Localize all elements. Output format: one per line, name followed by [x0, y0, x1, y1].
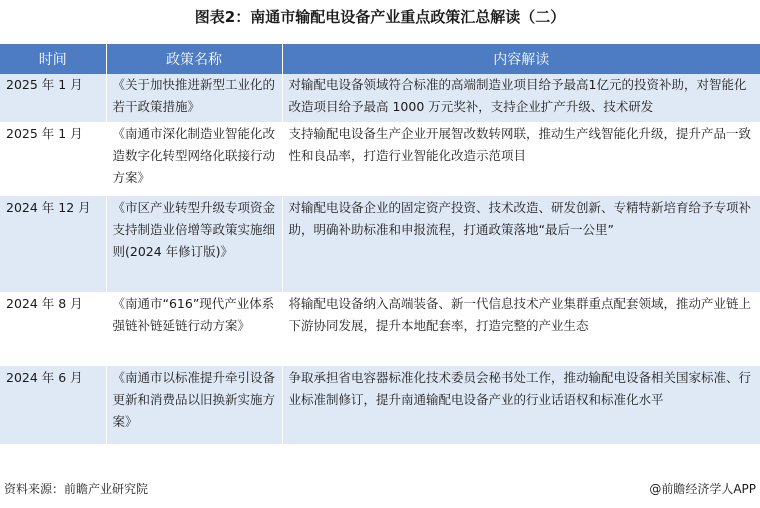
row-policy-name: 《关于加快推进新型工业化的若干政策措施》 — [106, 74, 282, 122]
source-note: 资料来源：前瞻产业研究院 — [4, 482, 149, 496]
row-content: 对输配电设备企业的固定资产投资、技术改造、研发创新、专精特新培育给予专项补助，明确补助标准和申报流程，打通政策落地“最后一公里” — [282, 196, 760, 292]
header-content: 内容解读 — [282, 44, 760, 74]
row-policy-name: 《市区产业转型升级专项资金支持制造业倍增等政策实施细则(2024 年修订版)》 — [106, 196, 282, 292]
table-row — [0, 74, 760, 122]
table-row — [0, 196, 760, 292]
table-header-row — [0, 44, 760, 74]
footer — [0, 480, 760, 498]
row-policy-name: 《南通市深化制造业智能化改造数字化转型网络化联接行动方案》 — [106, 122, 282, 196]
header-policy-name: 政策名称 — [106, 44, 282, 74]
row-content: 支持输配电设备生产企业开展智改数转网联，推动生产线智能化升级，提升产品一致性和良品率，打造行业智能化改造示范项目 — [282, 122, 760, 196]
row-time: 2024 年 12 月 — [0, 196, 106, 292]
row-time: 2024 年 6 月 — [0, 366, 106, 444]
header-time: 时间 — [0, 44, 106, 74]
row-time: 2025 年 1 月 — [0, 74, 106, 122]
policy-table — [0, 44, 760, 445]
table-row — [0, 292, 760, 366]
row-content: 对输配电设备领域符合标准的高端制造业项目给予最高1亿元的投资补助，对智能化改造项目给予最高 1000 万元奖补，支持企业扩产升级、技术研发 — [282, 74, 760, 122]
row-policy-name: 《南通市以标准提升牵引设备更新和消费品以旧换新实施方案》 — [106, 366, 282, 444]
row-policy-name: 《南通市“616”现代产业体系强链补链延链行动方案》 — [106, 292, 282, 366]
page-title: 图表2：南通市输配电设备产业重点政策汇总解读（二） — [194, 8, 566, 26]
table-row — [0, 366, 760, 444]
row-content: 争取承担省电容器标准化技术委员会秘书处工作，推动输配电设备相关国家标准、行业标准制修订，提升南通输配电设备产业的行业话语权和标准化水平 — [282, 366, 760, 444]
table-row — [0, 122, 760, 196]
brand-credit: @前瞻经济学人APP — [649, 482, 756, 496]
row-content: 将输配电设备纳入高端装备、新一代信息技术产业集群重点配套领域，推动产业链上下游协同发展，提升本地配套率，打造完整的产业生态 — [282, 292, 760, 366]
row-time: 2025 年 1 月 — [0, 122, 106, 196]
row-time: 2024 年 8 月 — [0, 292, 106, 366]
